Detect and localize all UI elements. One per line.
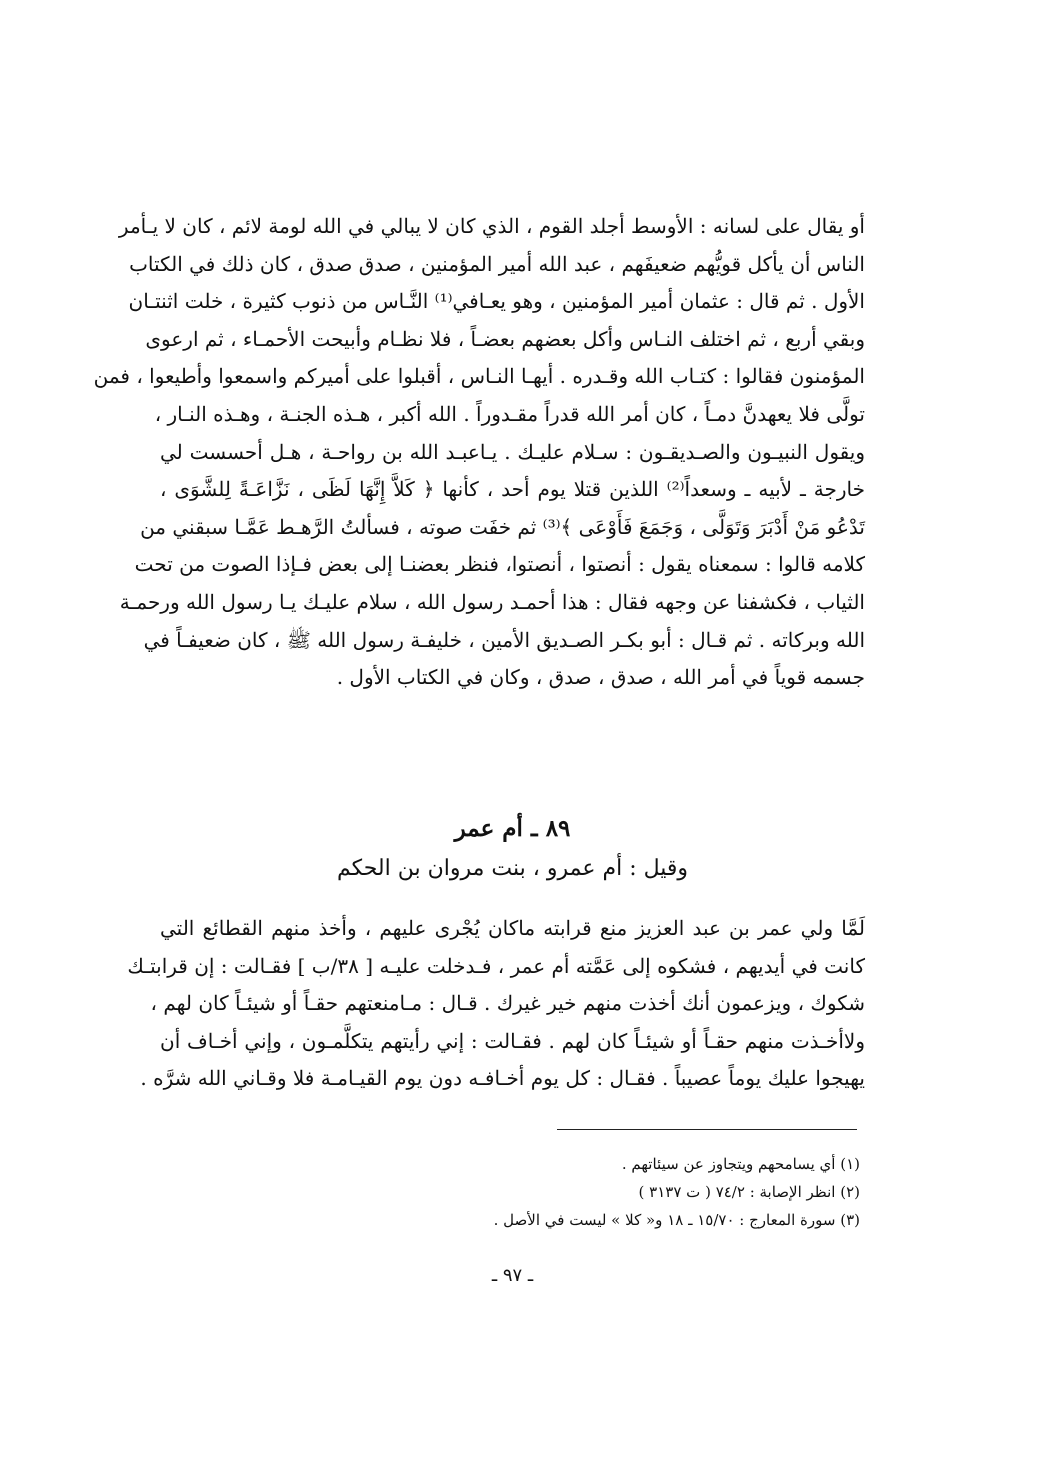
page-number: ـ ٩٧ ـ bbox=[491, 1265, 534, 1286]
section-subheading: وقيل : أم عمرو ، بنت مروان بن الحكم bbox=[336, 856, 689, 881]
text-line: أو يقال على لسانه : الأوسط أجلد القوم ، الذي كان لا يبالي في الله لومة لائم ، كان لا يـأمر bbox=[118, 214, 865, 238]
text-line: تَدْعُو مَنْ أَدْبَرَ وَتَوَلَّى ، وَجَمَعَ فَأَوْعَى ﴾⁽³⁾ ثم خفَت صوته ، فسألتُ الرَّهـط عَمَّـا سبقني من bbox=[140, 514, 865, 539]
text-line: ويقول النبيـون والصـديقـون : سـلام عليـك . يـاعبـد الله بن رواحـة ، هـل أحسست لي bbox=[160, 439, 865, 464]
section-heading: ٨٩ ـ أم عمر bbox=[454, 815, 571, 842]
text-line: وبقي أربع ، ثم اختلف النـاس وأكل بعضهم بعضـاً ، فلا نظـام وأبيحت الأحمـاء ، ثم ارعوى bbox=[145, 326, 865, 351]
text-line: الثياب ، فكشفنا عن وجهه فقال : هذا أحمـد رسول الله ، سلام عليـك يـا رسول الله ورحمـة bbox=[119, 589, 865, 614]
body-paragraph-2 bbox=[127, 910, 865, 1098]
text-line: كلامه قالوا : سمعناه يقول : أنصتوا ، أنصتوا، فنظر بعضنـا إلى بعض فـإذا الصوت من تحت bbox=[134, 552, 865, 577]
text-line: الناس أن يأكل قويُّهم ضعيفَهم ، عبد الله أمير المؤمنين ، صدق صدق ، كان ذلك في الكتاب bbox=[129, 251, 865, 276]
text-line: شكوك ، ويزعمون أنك أخذت منهم خير غيرك . قـال : مـامنعتهم حقـاً أو شيئـاً كان لهم ، bbox=[150, 991, 865, 1016]
text-line: الله وبركاته . ثم قـال : أبو بكـر الصـديق الأمين ، خليفـة رسول الله ﷺ ، كان ضعيفـاً في bbox=[143, 627, 865, 652]
text-line: كانت في أيديهم ، فشكوه إلى عَمَّته أم عمر ، فـدخلت عليـه [ ٣٨/ب ] فقـالت : إن قرابتـك bbox=[127, 953, 865, 978]
footnote-2: (٢) انظر الإصابة : ٧٤/٢ ( ت ٣١٣٧ ) bbox=[638, 1183, 860, 1201]
footnote-divider bbox=[557, 1129, 857, 1130]
text-line: يهيجوا عليك يوماً عصيباً . فقـال : كل يوم أخـافـه دون يوم القيـامـة فلا وقـاني الله شرَّه . bbox=[140, 1066, 865, 1091]
text-line: لَمَّا ولي عمر بن عبد العزيز منع قرابته ماكان يُجْرى عليهم ، وأخذ منهم القطائع التي bbox=[160, 916, 865, 940]
body-paragraph-1 bbox=[93, 208, 865, 697]
footnote-1: (١) أي يسامحهم ويتجاوز عن سيئاتهم . bbox=[621, 1155, 860, 1173]
text-line: المؤمنون فقالوا : كتـاب الله وقـدره . أيهـا النـاس ، أقبلوا على أميركم واسمعوا وأطيعوا ، فمن bbox=[93, 364, 865, 389]
footnote-3: (٣) سورة المعارج : ١٥/٧٠ ـ ١٨ و« كلا » ليست في الأصل . bbox=[493, 1211, 860, 1229]
text-line: خارجة ـ لأبيه ـ وسعداً⁽²⁾ اللذين قتلا يوم أحد ، كأنها ﴿ كَلاَّ إِنَّهَا لَظَى ، نَزَّاعَـةً لِلشَّوَى ، bbox=[160, 477, 865, 502]
text-line: تولَّى فلا يعهدنَّ دمـاً ، كان أمر الله قدراً مقـدوراً . الله أكبر ، هـذه الجنـة ، وهـذه النـار ، bbox=[154, 401, 865, 426]
text-line: جسمه قوياً في أمر الله ، صدق ، صدق ، وكان في الكتاب الأول . bbox=[336, 665, 865, 690]
text-line: الأول . ثم قال : عثمان أمير المؤمنين ، وهو يعـافي⁽¹⁾ النَّـاس من ذنوب كثيرة ، خلت اثنتـان bbox=[128, 289, 865, 314]
text-line: ولاأخـذت منهم حقـاً أو شيئـاً كان لهم . فقـالت : إني رأيتهم يتكلَّمـون ، وإني أخـاف أن bbox=[160, 1028, 865, 1053]
footnotes bbox=[160, 1150, 860, 1234]
